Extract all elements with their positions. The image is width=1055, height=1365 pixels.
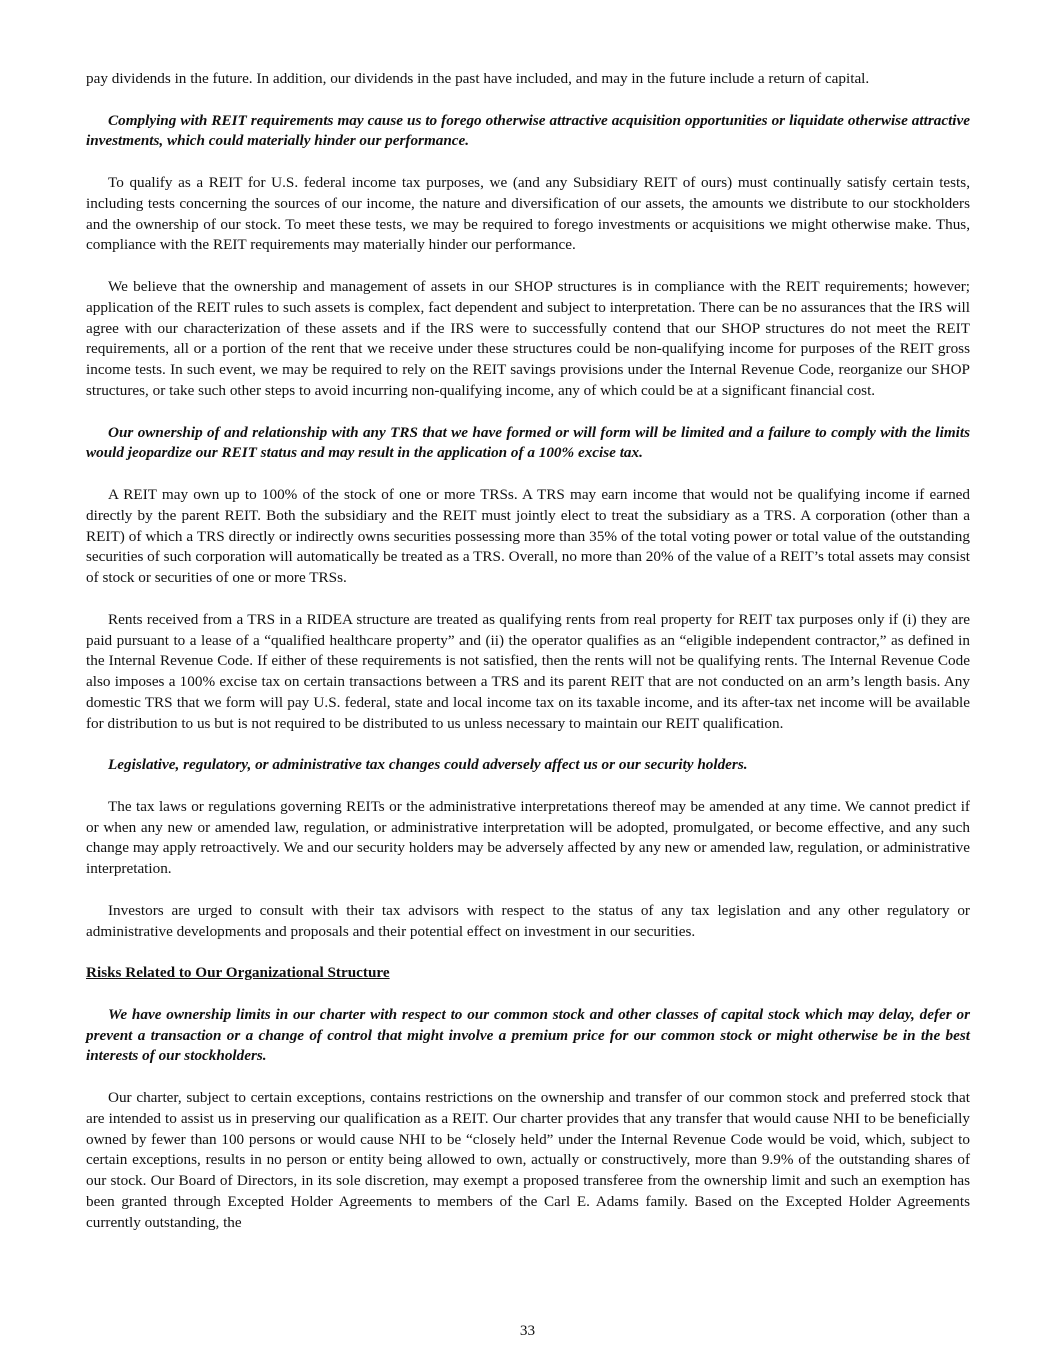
paragraph-reit-qualification-tests: To qualify as a REIT for U.S. federal income tax purposes, we (and any Subsidiary REIT of ours) must continually satisfy certain tests, including tests concerning the sources of our income, the nature and diversification of our assets, the amounts we distribute to our stockholders and the ownership of our stock. To meet these tests, we may be required to forego investments or acquisitions we might otherwise make. Thus, compliance with the REIT requirements may materially hinder our performance. [86,173,970,254]
paragraph-charter-restrictions: Our charter, subject to certain exceptions, contains restrictions on the ownership and transfer of our common stock and preferred stock that are intended to assist us in preserving our qualification as a REIT. Our charter provides that any transfer that would cause NHI to be beneficially owned by fewer than 100 persons or would cause NHI to be “closely held” under the Internal Revenue Code would be void, which, subject to certain exceptions, results in no person or entity being allowed to own, actually or constructively, more than 9.9% of the outstanding shares of our stock. Our Board of Directors, in its sole discretion, may exempt a proposed transferee from the ownership limit and such an exemption has been granted through Excepted Holder Agreements to members of the Carl E. Adams family. Based on the Excepted Holder Agreements currently outstanding, the [86,1089,970,1231]
paragraph-investors-consult: Investors are urged to consult with their tax advisors with respect to the status of any tax legislation and any other regulatory or administrative developments and proposals and their potential effect on investment in our securities. [86,901,970,940]
paragraph-trs-ownership: A REIT may own up to 100% of the stock of one or more TRSs. A TRS may earn income that would not be qualifying income if earned directly by the parent REIT. Both the subsidiary and the REIT must jointly elect to treat the subsidiary as a TRS. A corporation (other than a REIT) of which a TRS directly or indirectly owns securities possessing more than 35% of the total voting power or total value of the outstanding securities of such corporation will automatically be treated as a TRS. Overall, no more than 20% of the value of a REIT’s total assets may consist of stock or securities of one or more TRSs. [86,485,970,587]
paragraph-shop-structures: We believe that the ownership and management of assets in our SHOP structures is in compliance with the REIT requirements; however; application of the REIT rules to such assets is complex, fact dependent and subject to interpretation. There can be no assurances that the IRS will agree with our characterization of these assets and if the IRS were to successfully contend that our SHOP structures do not meet the REIT requirements, all or a portion of the rent that we receive under these structures could be non-qualifying income for purposes of the REIT gross income tests. In such event, we may be required to rely on the REIT savings provisions under the Internal Revenue Code, reorganize our SHOP structures, or take such other steps to avoid incurring non-qualifying income, any of which could be at a significant financial cost. [86,277,970,399]
risk-heading-tax-changes: Legislative, regulatory, or administrative tax changes could adversely affect us or our security holders. [108,756,748,774]
document-page [86,69,970,1254]
paragraph-ridea-rents: Rents received from a TRS in a RIDEA structure are treated as qualifying rents from real property for REIT tax purposes only if (i) they are paid pursuant to a lease of a “qualified healthcare property” and (ii) the operator qualifies as an “eligible independent contractor,” as defined in the Internal Revenue Code. If either of these requirements is not satisfied, then the rents will not be qualifying rents. The Internal Revenue Code also imposes a 100% excise tax on certain transactions between a TRS and its parent REIT that are not conducted on an arm’s length basis. Any domestic TRS that we form will pay U.S. federal, state and local income tax on its taxable income, and its after-tax net income will be available for distribution to us but is not required to be distributed to us unless necessary to maintain our REIT qualification. [86,610,970,732]
risk-heading-reit-requirements: Complying with REIT requirements may cause us to forego otherwise attractive acquisition opportunities or liquidate otherwise attractive investments, which could materially hinder our performance. [86,111,970,150]
paragraph-tax-laws-amended: The tax laws or regulations governing REITs or the administrative interpretations thereof may be amended at any time. We cannot predict if or when any new or amended law, regulation, or administrative interpretation will be adopted, promulgated, or become effective, and any such change may apply retroactively. We and our security holders may be adversely affected by any new or amended law, regulation, or administrative interpretation. [86,797,970,878]
section-heading-organizational-structure: Risks Related to Our Organizational Structure [86,964,390,982]
continuation-paragraph: pay dividends in the future. In addition, our dividends in the past have included, and may in the future include a return of capital. [86,70,870,87]
risk-heading-ownership-limits: We have ownership limits in our charter with respect to our common stock and other classes of capital stock which may delay, defer or prevent a transaction or a change of control that might involve a premium price for our common stock or might otherwise be in the best interests of our stockholders. [86,1005,970,1065]
risk-heading-trs-limits: Our ownership of and relationship with any TRS that we have formed or will form will be limited and a failure to comply with the limits would jeopardize our REIT status and may result in the application of a 100% excise tax. [86,423,970,462]
page-number: 33 [519,1322,536,1339]
